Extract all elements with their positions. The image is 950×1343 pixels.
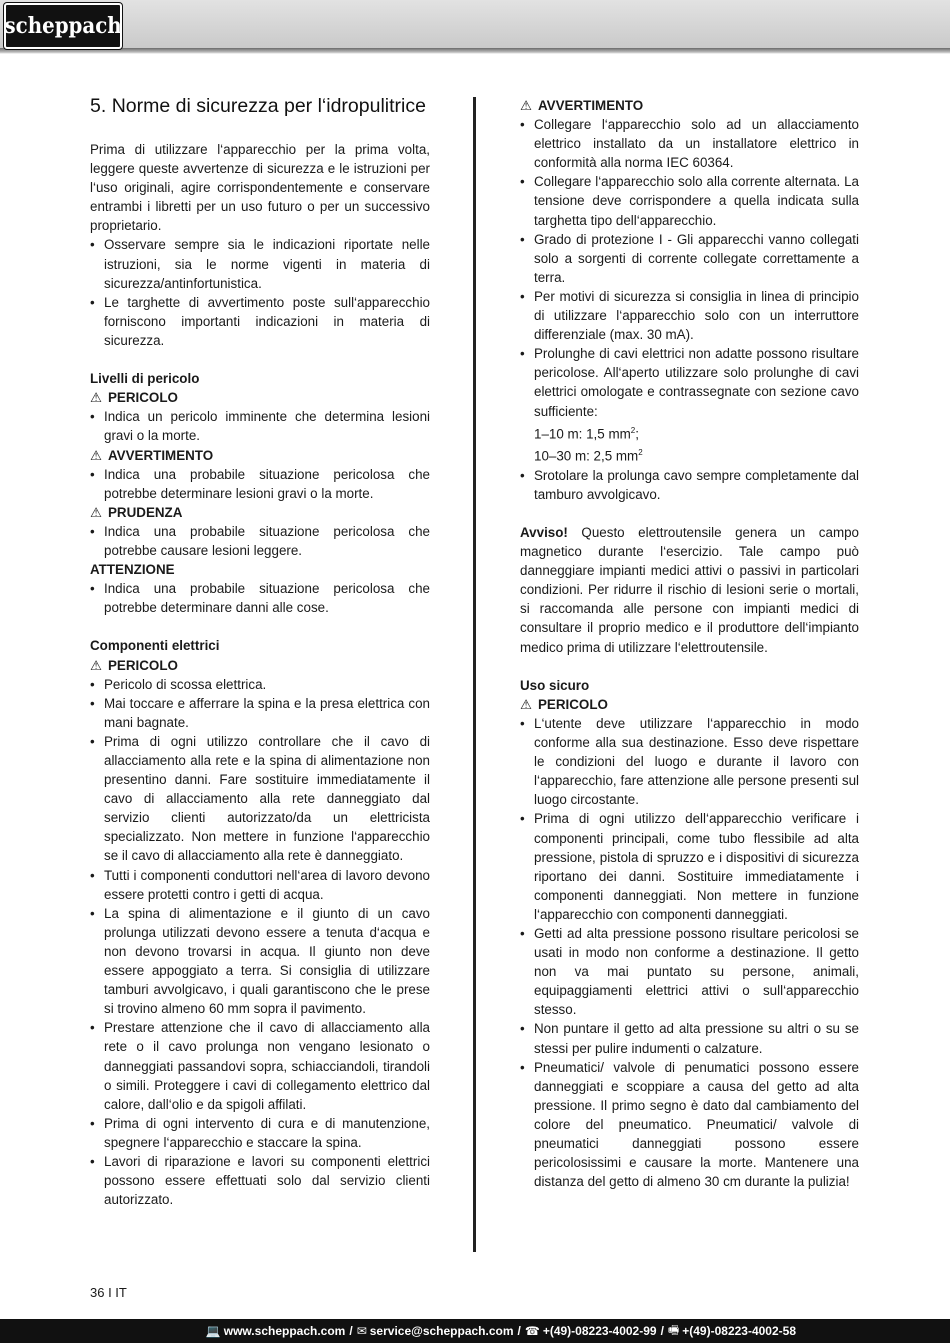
list-item: • L‘utente deve utilizzare l‘apparecchio in modo conforme alla sua destinazione. Esso deve rispettare le condizioni del luogo e durante il lavoro con l‘apparecchio, fare attenzione alle persone presenti sul luogo circostante. (520, 714, 859, 809)
list-item: • Indica un pericolo imminente che determina lesioni gravi o la morte. (90, 407, 430, 445)
list-item: • Getti ad alta pressione possono risultare pericolosi se usati in modo non conforme a destinazione. Il getto non va mai puntato su persone, animali, equipaggiamenti elettrici attivi o sull‘apparecchio stesso. (520, 924, 859, 1019)
list-item: • Indica una probabile situazione pericolosa che potrebbe causare lesioni leggere. (90, 522, 430, 560)
list-item: • Indica una probabile situazione pericolosa che potrebbe determinare lesioni gravi o la morte. (90, 465, 430, 503)
pericolo-label: ⚠ PERICOLO (90, 388, 430, 407)
column-divider (473, 97, 476, 1252)
list-item: • Srotolare la prolunga cavo sempre completamente dal tamburo avvolgicavo. (520, 466, 859, 504)
website-link[interactable]: www.scheppach.com (223, 1324, 346, 1338)
list-item: • Collegare l‘apparecchio solo alla corrente alternata. La tensione deve corrispondere a quella indicata sulla targhetta tipo dell‘apparecchio. (520, 172, 859, 229)
cable-spec-1: 1–10 m: 1,5 $mm^2$; (534, 425, 639, 442)
email-icon: ✉ (356, 1324, 367, 1338)
section-title (90, 96, 430, 116)
warning-triangle-icon: ⚠ (90, 447, 103, 463)
footer-separator: / (517, 1324, 521, 1338)
list-item: • Prima di ogni utilizzo dell‘apparecchio verificare i componenti principali, come tubo flessibile ad alta pressione, pistola di spruzzo e i dispositivi di sicurezza riportano dei danni. Sostituire immediatamente i componenti danneggiati. Non mettere in funzione l‘apparecchio con componenti danneggiati. (520, 809, 859, 924)
list-item: • Le targhette di avvertimento poste sull‘apparecchio forniscono importanti indicazioni in materia di sicurezza. (90, 293, 430, 350)
list-item: • Grado di protezione I - Gli apparecchi vanno collegati solo a sorgenti di corrente collegate correttamente a terra. (520, 230, 859, 287)
electric-heading: Componenti elettrici (90, 638, 220, 654)
email-link[interactable]: service@scheppach.com (369, 1324, 514, 1338)
section-number: 5. (90, 95, 107, 117)
list-item: • Prolunghe di cavi elettrici non adatte possono risultare pericolose. All‘aperto utilizzare solo prolunghe di cavi elettrici omologate e contrassegnate con sezione cavo sufficiente: (520, 344, 859, 420)
list-item: • Pneumatici/ valvole di penumatici possono essere danneggiati e scoppiare a causa del getto ad alta pressione. Il primo segno è dato dal cambiamento del colore del pneumatico. Pneumatici/ valvole di pneumatici danneggiati possono essere pericolosissimi e causare la morte. Mantenere una distanza del getto di almeno 30 cm durante la pulizia! (520, 1058, 859, 1192)
warning-triangle-icon: ⚠ (90, 504, 103, 520)
list-item: • La spina di alimentazione e il giunto di un cavo prolunga utilizzati devono essere a tenuta d‘acqua e non devono trovarsi in acqua. Il giunto non deve essere appoggiato a terra. Si consiglia di utilizzare tamburi avvolgicavo, i quali garantiscono che le prese si trovino almeno 60 mm sopra il pavimento. (90, 904, 430, 1019)
intro-bullets (90, 235, 430, 350)
right-column (520, 96, 859, 1191)
fax-number: +(49)-08223-4002-58 (682, 1324, 796, 1338)
avviso-label: Avviso! (520, 525, 568, 540)
list-item: • Per motivi di sicurezza si consiglia in linea di principio di utilizzare l‘apparecchio solo con un interruttore differenziale (max. 30 mA). (520, 287, 859, 344)
list-item: • Mai toccare e afferrare la spina e la presa elettrica con mani bagnate. (90, 694, 430, 732)
footer-separator: / (349, 1324, 353, 1338)
electric-pericolo-label: ⚠ PERICOLO (90, 656, 430, 675)
footer-separator: / (660, 1324, 664, 1338)
warning-triangle-icon: ⚠ (520, 696, 533, 712)
list-item: • Pericolo di scossa elettrica. (90, 675, 430, 694)
warning-triangle-icon: ⚠ (90, 657, 103, 673)
list-item: • Tutti i componenti conduttori nell‘area di lavoro devono essere protetti contro i getti di acqua. (90, 866, 430, 904)
list-item: • Prima di ogni utilizzo controllare che il cavo di allacciamento alla rete e la spina di alimentazione non presentino danni. Fare sostituire immediatamente il cavo di allacciamento alla rete danneggiato dal servizio clienti autorizzato/da un elettricista specializzato. Non mettere in funzione l‘apparecchio se il cavo di allacciamento alla rete è danneggiato. (90, 732, 430, 866)
electric-bullets (90, 675, 430, 1210)
electric-connection-bullets (520, 115, 859, 421)
prudenza-label: ⚠ PRUDENZA (90, 503, 430, 522)
intro-paragraph: Prima di utilizzare l‘apparecchio per la prima volta, leggere queste avvertenze di sicurezza e le istruzioni per l‘uso originali, agire corrispondentemente e conservare entrambi i libretti per un uso futuro o per un successivo proprietario. (90, 142, 430, 234)
scheppach-logo (4, 3, 122, 49)
section-title-text: Norme di sicurezza per l‘idropulitrice (111, 95, 426, 117)
list-item: • Indica una probabile situazione pericolosa che potrebbe determinare danni alle cose. (90, 579, 430, 617)
cable-spec-2: 10–30 m: 2,5 $mm^2$ (534, 448, 643, 464)
avvertimento-label: ⚠ AVVERTIMENTO (520, 96, 859, 115)
page-number: 36 I IT (90, 1285, 127, 1300)
warning-triangle-icon: ⚠ (90, 390, 103, 406)
safe-pericolo-label: ⚠ PERICOLO (520, 695, 859, 714)
left-column (90, 96, 430, 1209)
list-item: • Prima di ogni intervento di cura e di manutenzione, spegnere l‘apparecchio e staccare la spina. (90, 1114, 430, 1152)
phone-icon: ☎ (524, 1324, 540, 1338)
list-item: • Non puntare il getto ad alta pressione su altri o su se stessi per pulire indumenti o calzature. (520, 1019, 859, 1057)
header-shadow (0, 48, 950, 54)
list-item: • Prestare attenzione che il cavo di allacciamento alla rete o il cavo prolunga non vengano lesionato o danneggiati passandovi sopra, schiacciandoli, tirandoli o simili. Proteggere i cavi di collegamento elettrico dal calore, dall‘olio e da spigoli affilati. (90, 1018, 430, 1113)
fax-icon: 🖷 (667, 1322, 680, 1337)
safe-use-heading: Uso sicuro (520, 677, 590, 693)
list-item: • Osservare sempre sia le indicazioni riportate nelle istruzioni, sia le norme vigenti in materia di sicurezza/antinfortunistica. (90, 235, 430, 292)
attenzione-label: ATTENZIONE (90, 562, 175, 578)
levels-heading: Livelli di pericolo (90, 371, 200, 387)
warning-triangle-icon: ⚠ (520, 98, 533, 113)
phone-number: +(49)-08223-4002-99 (542, 1324, 657, 1338)
list-item: • Lavori di riparazione e lavori su componenti elettrici possono essere effettuati solo dal servizio clienti autorizzato. (90, 1152, 430, 1209)
avviso-paragraph: Avviso! Questo elettroutensile genera un campo magnetico durante l‘esercizio. Tale campo può danneggiare impianti medici attivi o passivi in particolari condizioni. Per ridurre il rischio di lesioni serie o mortali, si raccomanda alle persone con impianti medici di consultare il proprio medico e il produttore dell‘impianto medico prima di utilizzare l‘elettroutensile. (520, 525, 859, 655)
header-bar (0, 0, 950, 50)
computer-icon: 💻 (205, 1324, 221, 1338)
logo-text: scheppach (4, 13, 122, 39)
list-item: • Collegare l‘apparecchio solo ad un allacciamento elettrico installato da un installatore elettrico in conformità alla norma IEC 60364. (520, 115, 859, 172)
footer-bar (0, 1319, 950, 1343)
safe-use-bullets (520, 714, 859, 1191)
avvertimento-label: ⚠ AVVERTIMENTO (90, 446, 430, 465)
